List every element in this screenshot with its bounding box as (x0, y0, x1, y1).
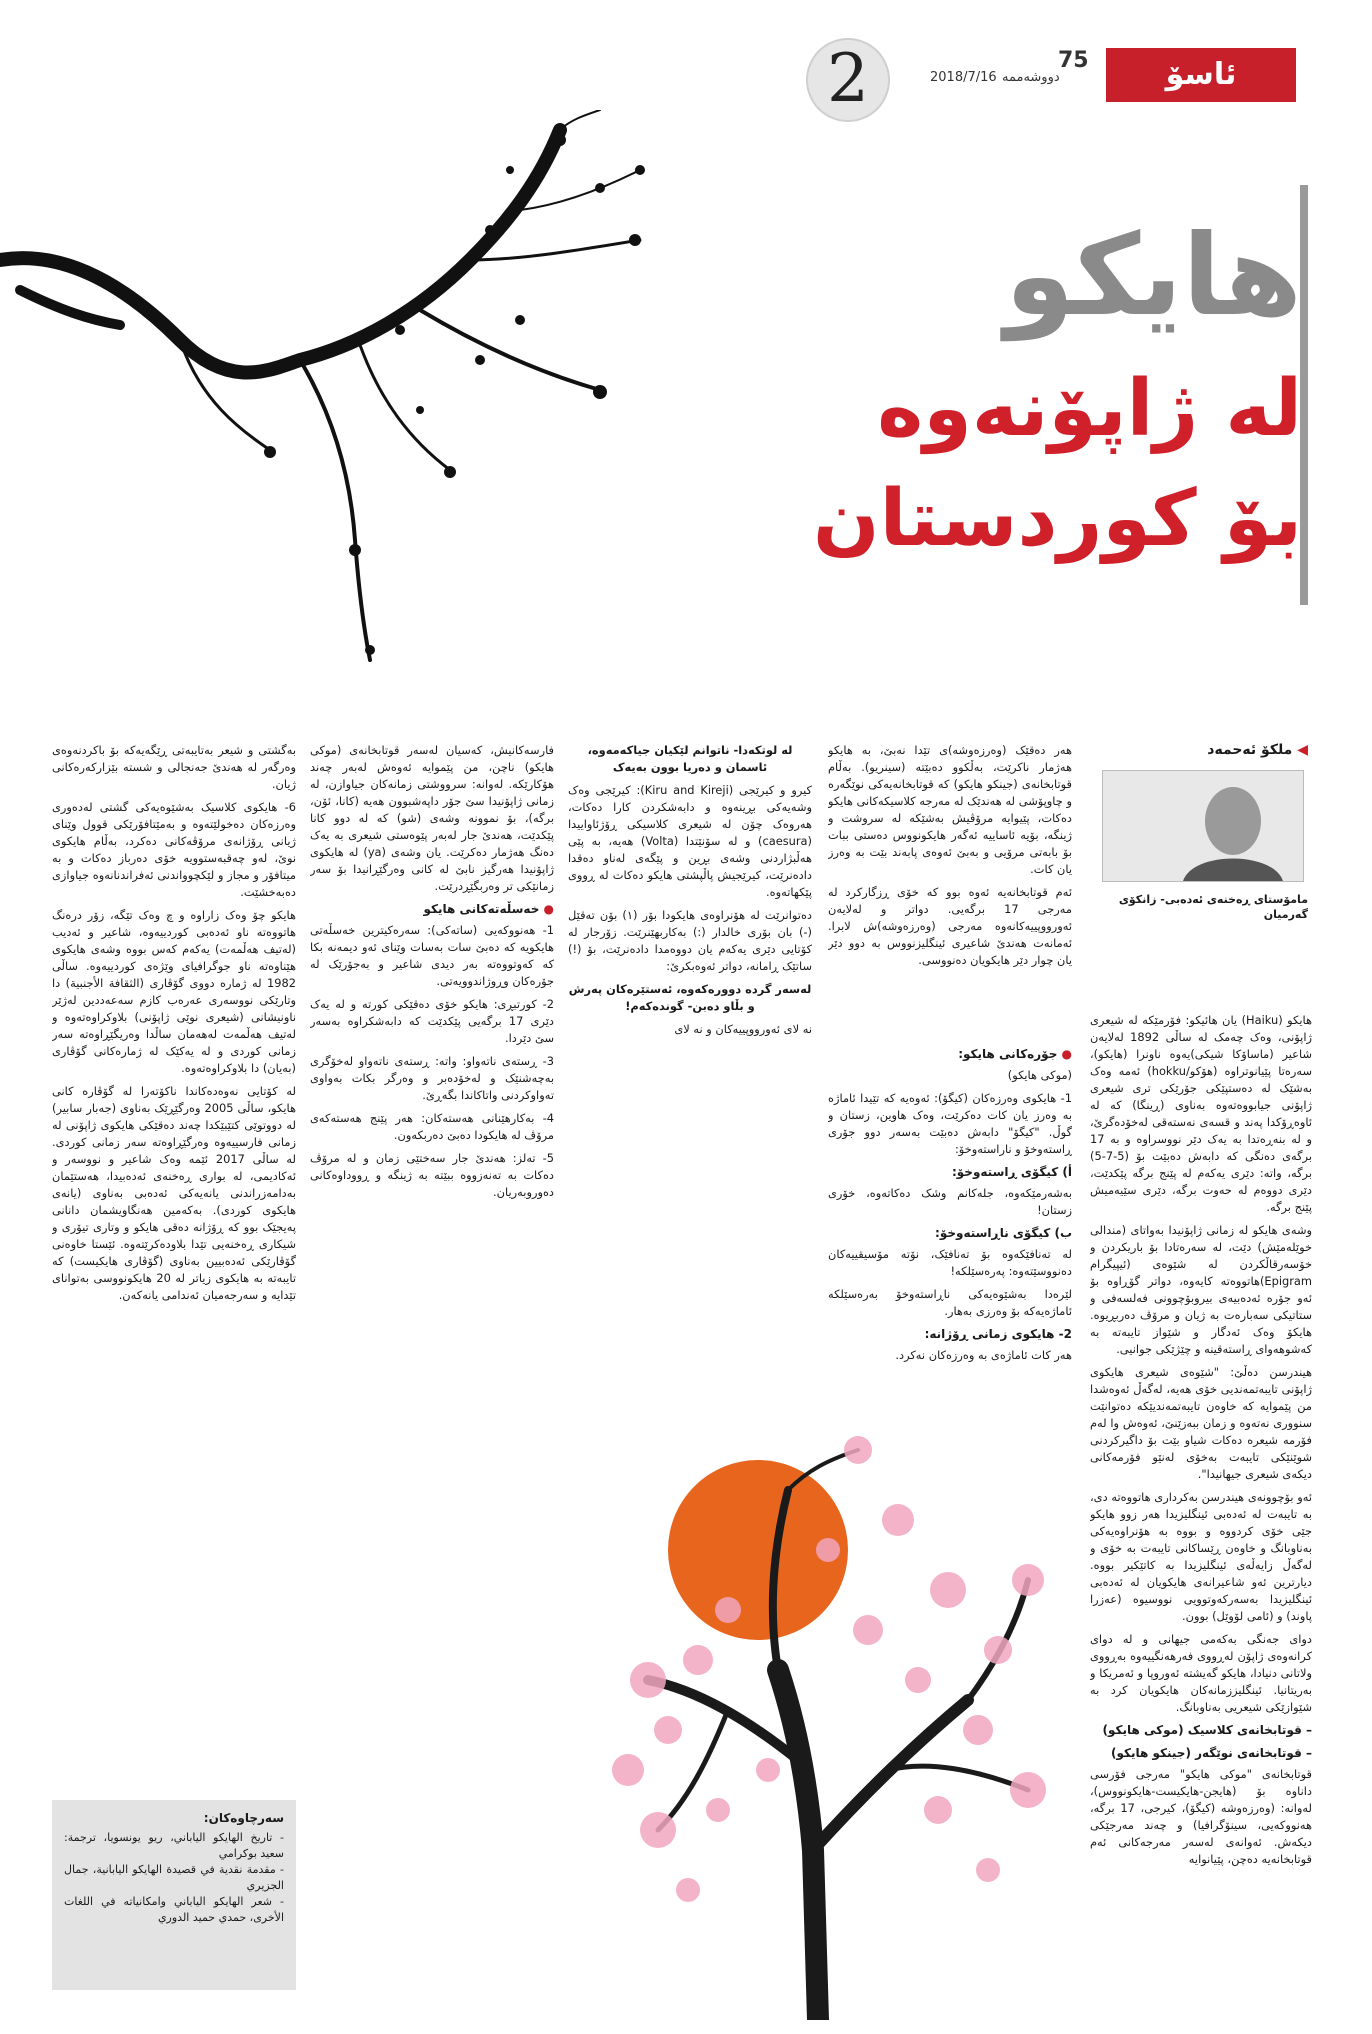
reference-item: - مقدمة نقدیة في قصیدة الهایکو الیابانیة، جمال الجزیري (64, 1863, 284, 1892)
article-column-4 (568, 742, 812, 1422)
references-title: سەرچاوەکان: (203, 1811, 284, 1825)
sub-heading: 2- هایکوی زمانی ڕۆژانە: (924, 1327, 1072, 1341)
sub-heading: أ) کیگۆی ڕاستەوخۆ: (951, 1165, 1072, 1179)
author-role: مامۆستای ڕەخنەی ئەدەبی- زانکۆی گەرمیان (1118, 893, 1308, 922)
article-column-3 (828, 1040, 1072, 1440)
paragraph: 4- بەکارهێنانی هەستەکان: هەر پێنج هەستەکەی مرۆڤ لە هایکودا دەبێ دەربکەون. (310, 1111, 554, 1142)
author-name: ◀ ملکۆ ئەحمەد (1207, 742, 1308, 758)
paragraph: لە تەنافێکەوە بۆ تەنافێک، نۆتە مۆسیقییەکان دەنووسێتەوە: پەرەسێلکە! (828, 1247, 1072, 1278)
author-marker-icon: ◀ (1292, 742, 1308, 758)
paragraph: نە لای ئەورووپییەکان و نە لای (674, 1022, 812, 1036)
paragraph: هایکو چۆ وەک زاراوە و چ وەک تێگە، زۆر درەنگ هاتووەتە ناو ئەدەبی کوردییەوە، شاعیر و ئەدیب (لەتیف هەڵمەت) یەکەم کەس بووە وشەی هایکوی هێناوەتە ناو جوگرافیای وێژەی کوردییەوە. ساڵی 1982 لە ژمارە دووی گۆڤاری (الثقافة الأجنبية) دا وتارێکی نووسەری عەرەب کازم سەعەددین لەژێر ناونیشانی (شیعری نوێی ژاپۆنی) بلاوکراوەتەوە و لەتیف هەڵمەت لەهەمان ساڵدا وەریگێڕاوەتە سەر زمانی کوردی و لە یەکێک لە ژمارەکانی گۆڤاری (بەیان) دا بلاوکراوەتەوە. (52, 908, 296, 1075)
paragraph: وشەی هایکو لە زمانی ژاپۆنیدا بەواتای (مندالی خوێلەمێش) دێت، لە سەرەتادا بۆ باریکردن و خۆسەرقاڵکردن لە شێوەی (ئیپیگرام Epigram)هاتووەتە کایەوە، دواتر گۆڕاوە بۆ ئەو جۆرە ئەدەبیەی بیروبۆچوونی فەلسەفی و ستاتیکی سەبارەت بە ژیان و مرۆڤ دەربڕیوە. هایکۆ وەک ئەدگار و شێواز تایبەتە بە کەشوهەوای ڕاستەقینە و چێژێکی جوانیی. (1090, 1223, 1312, 1356)
paragraph: هەر دەقێک (وەرزەوشە)ی تێدا نەبێ، بە هایکو هەژمار ناکرێت، بەڵکوو دەبێتە (سینریو). بەڵام قوتابخانەی (جینکو هایکو) کە قوتابخانەیەکی نوێگەرە و چاوپۆشی لە هەندێک لە مەرجە کلاسیکەکانی هایکو دەکات، پێیوایە مرۆڤیش بەشێکە لە سروشت و ژینگە، بۆیە ئاساییە ئەگەر هایکونووس دەستی ببات بۆ بابەتی مرۆیی و بەبێ ئەوەی پابەند بێت بە وەرز یان کات. (828, 743, 1072, 876)
paragraph: فارسەکانیش، کەسیان لەسەر قوتابخانەی (موکی هایکو) ناچن، من پێموایە ئەوەش لەبەر چەند هۆکارێکە. لەوانە: سرووشتی زمانەکان جیاوازن، لە زمانی ژاپۆنیدا سێ جۆر داپەشبوون هەیە (کانا، ئۆن، برگە)، بۆ نموونە وشەی (شو) کە لە دوو کانا پێکدێت، هەندێ جار لەبەر پێوەستی شیعری بە یەک دەنگ هەژمار دەکرێت. یان وشەی (ya) لە هایکوی ژاپۆنیدا هەرگیز نابێ لە کانی وەرگێڕانیدا بۆ سەر زمانێکی تر وەربگێڕدرێت. (310, 743, 554, 893)
paragraph: کیرو و کیرێجی (Kiru and Kireji): کیرێجی وەک وشەیەکی بڕینەوە و دابەشکردن کارا دەکات، هەروەک چۆن لە شیعری کلاسیکی ڕۆژئاواییدا (caesura) و لە سۆنێتدا (Volta) هەیە، بە پێی هەڵبژاردنی وشەی بڕین و پێگەی لەناو دەقدا دادەنرێت، کیرێجیش پاڵپشتی هایکو دەکات لە ڕووی پێکهاتەوە. (568, 783, 812, 899)
paragraph: بەگشتی و شیعر بەتایبەتی ڕێگەیەکە بۆ باکردنەوەی وەرگەر لە هەندێ جەنجالی و شستە بێزارکەرەکانی ژیان. (52, 743, 296, 791)
article-column-2 (828, 742, 1072, 1042)
section-marker-icon: ● (539, 902, 554, 916)
page-number-circle: 2 (806, 38, 890, 122)
paragraph: لێرەدا بەشێوەیەکی ناڕاستەوخۆ بەرەسێلکە ئاماژەیەکە بۆ وەرزی بەهار. (828, 1287, 1072, 1318)
paragraph: هەر کات ئاماژەی بە وەرزەکان نەکرد. (895, 1348, 1072, 1362)
section-heading: ● خەسڵەتەکانی هایکو (423, 902, 554, 916)
paragraph: قوتابخانەی "موکی هایکو" مەرجی فۆرسی داناوە بۆ (هایجن-هایکیست-هایکونووس)، لەوانە: (وەرزەوشە (کیگۆ)، کیرجی، 17 برگە، هەنووکەیی، سینۆگرافیا) و چەند مەرجێکی دیکەش. ئەوانەی لەسەر مەرجەکانی ئەم قوتابخانەیە دەچن، پێیانوایە (1090, 1767, 1312, 1866)
paragraph: ئەو بۆچوونەی هیندرسن بەکرداری هاتووەتە دی، بە تایبەت لە ئەدەبی ئینگلیزیدا هەر زوو هایکو جێی خۆی کردووە و بووە بە هۆنراوەیەکی بەناوبانگ و خاوەن ڕێساکانی تایبەت بە خۆی و لەگەڵ زایەڵەی ئینگلیزیدا بە کاتێکیر بووە. دیارترین ئەو شاعیرانەی هایکویان لە ئەدەبی ئینگلیزیدا بەسەرکەوتوویی نووسیوە (عەزرا پاوند) و (ئامی لۆوێل) بوون. (1090, 1490, 1312, 1623)
headline-sub-line1: لە ژاپۆنەوە (877, 364, 1302, 454)
haiku-quote: لەسەر گردە دووره‌کەوە، ئەستێرەکان پەرش و بڵاو دەبن- گوندەکەم! (568, 982, 812, 1013)
article-column-6 (52, 742, 296, 1782)
paragraph: 3- ڕستەی ناتەواو: واتە: ڕستەی ناتەواو لەخۆگری بەچەشنێک و لەخۆدەبر و وەرگر بکات بەواوی تەواوکردنی واتاکاندا بگەڕێ. (310, 1054, 554, 1102)
paragraph: 5- تەلز: هەندێ جار سەختێی زمان و لە مرۆڤ دەکات بە تەنەزووە ببێتە بە ژینگە و ڕووداوەکانی دەوروبەریان. (310, 1151, 554, 1199)
paragraph: 1- هایکوی وەرزەکان (کیگۆ): ئەوەیە کە تێیدا ئاماژە بە وەرز یان کات دەکرێت، وەک هاوین، زستان و گوڵ. "کیگۆ" دابەش دەبێت بەسەر دوو جۆری ڕاستەوخۆ و ناراستەوخۆ: (828, 1091, 1072, 1156)
section-marker-icon: ● (1057, 1047, 1072, 1061)
headline-main: هایکو (1004, 211, 1302, 341)
bullet-heading: – قوتابخانەی نوێگەر (جینکو هایکو) (1111, 1746, 1312, 1760)
paragraph: هایکو (Haiku) یان هائیکو: فۆرمێکە لە شیعری ژاپۆنی، وەک چەمک لە ساڵی 1892 لەلایەن شاعیر (ماساۆکا شیکی)یەوە ناونرا (هایکو)، سەرەتا پێیانوتراوە (هۆکو/hokku) ئەمە وەک بەشێک لە دەستپێکی جۆرێکی تری شیعری ژاپۆنی جیابووەتەوە بەناوی (ڕینگا) کە لە ئاوەڕۆکدا پەند و قسەی نەستەقی لەخۆدەگرێ، و لە بنەڕەتدا بە یەک دێر نووسراوە و بە 17 برگەی دەنگی کە دابەش دەبێت بۆ (5-7-5) برگە، واتە: دێری یەکەم لە پێنج برگە پێکدێت، دێری دووەم لە حەوت برگە، دێری سێیەمیش پێنج برگە. (1090, 1013, 1312, 1214)
section-heading: ● جۆرەکانی هایکو: (958, 1047, 1072, 1061)
paragraph: ئەم قوتابخانەیە ئەوە بوو کە خۆی ڕزگارکرد لە مەرجی 17 برگەیی. دواتر و لەلایەن ئەورووپییەکانەوە مەرجی (وەرزەوشە)ش لابرا. ئەمانەت هەندێ شاعیری ئینگلیزنووس بە دوو دێر یان چوار دێر هایکویان دەنووسی. (828, 885, 1072, 967)
paragraph: لە کۆتایی نەوەدەکاندا ناکۆتەرا لە گۆڤارە کانی هایکو، ساڵی 2005 وەرگێڕێک بەناوی (جەبار سابیر) لە دووتوێی کتێبێکدا چەند دەقێکی هایکوی ژاپۆنی لە زمانی فارسییەوە وەرگێڕاوەتە سەر زمانی کوردی. لە ساڵی 2017 ئێمە وەک شاعیر و نووسەر و ئەکادیمی، لە بواری ڕەخنەی ئەدەبیدا، هەستێمان بەدامەزراندنی یانەیەکی ئەدەبی بەناوی (یانەی هایکوی کوردی). بەکەمین هەنگاویشمان دانانی پەیجێک بوو کە ڕۆژانە دەقی هایکو و وتاری تیۆری و شیکاری ڕەخنەیی تێدا بلاودەکرێتەوە. ئێستا خاوەنی گۆڤارێکی ئەدەبیین بەناوی (گۆڤاری هایکیست) کە تایبەتە بە هایکوی زیاتر لە 20 هایکونووسی بەتوانای تێدایە و سەرجەمیان ئەندامی یانەکەن. (52, 1084, 296, 1302)
paragraph: بەشەرمێکەوە، جلەکانم وشک دەکاتەوە، خۆری زستان! (828, 1186, 1072, 1217)
cherry-tree-illustration (568, 1430, 1068, 2020)
paragraph: 6- هایکوی کلاسیک بەشێوەیەکی گشتی لەدەوری وەرزەکان دەخولێتەوە و بەمێتافۆرێکی قوول وێنای ژیانی ڕۆژانەی مرۆڤەکانی دەکرد، بەڵام هایکوی نوێ، لەو چەقبەستوویە خۆی دەرباز دەکات و بە میتافۆر و مجاز و لێکچوواندنی ئەفراندنانەوە جیاوازی دەبەخشێت. (52, 800, 296, 899)
masthead-logo: ئاسۆ (1106, 48, 1296, 102)
paragraph: هیندرسن دەڵێ: "شێوەی شیعری هایکوی ژاپۆنی تایبەتمەندیی خۆی هەیە، لەگەڵ ئەوەشدا من پێموایە کە خاوەن تایبەتمەندیێکە دەتوانێت سنووری نەتەوە و زمان ببەزێنێ، ئەوەش وا لەم فۆرمە شیعرە دەکات شیاو بێت بۆ داگیرکردنی شوێنێکی تایبەت بەخۆی لەنێو فۆرمەکانی دیکەی شیعری جیهانیدا". (1090, 1365, 1312, 1481)
reference-item: - تاریخ الهایکو الیاباني، ریو یونسویا، ترجمة: سعید بوکرامي (64, 1831, 284, 1860)
haiku-quote: لە لوتکەدا- ناتوانم لێکیان جیاکەمەوە، ئاسمان و دەریا بوون بەیەک (587, 743, 793, 774)
author-photo (1102, 770, 1304, 882)
issue-day: دووشەممە (1002, 70, 1060, 85)
page-number-small: 75 (1058, 48, 1089, 73)
paragraph: 1- هەنووکەیی (ساتەکی): سەرەکیترین خەسڵەتی هایکویە کە دەبێ سات بەسات وێنای ئەو دیمەنە بکا کە کەوتووەتە بەر دیدی شاعیر و بەجۆرێک لە جۆرەکان وڕوژاندوویەتی. (310, 923, 554, 988)
paragraph: 2- کورتبڕی: هایکو خۆی دەقێکی کورتە و لە یەک دێری 17 برگەیی پێکدێت کە دابەشکراوە بەسەر سێ دێردا. (310, 997, 554, 1045)
headline-sub-line2: بۆ کوردستان (813, 474, 1302, 564)
references-box (52, 1800, 296, 1990)
paragraph: دوای جەنگی بەکەمی جیهانی و لە دوای کرانەوەی ژاپۆن لەڕووی فەرهەنگییەوە بەڕووی ولاتانی دنیادا، هایکو گەیشتە ئەوروپا و ئەمریکا و بەریتانیا. ئینگلیززمانەکان هایکویان کرد بە شێوازێکی شیعریی بەناوبانگ. (1090, 1632, 1312, 1714)
paragraph: (موکی هایکو) (1007, 1068, 1072, 1082)
paragraph: دەتوانرێت لە هۆنراوەی هایکودا بۆر (۱) بۆن تەقێل (-) بان بۆری خالدار (:) بەکاربهێنرێت. زۆرجار لە کۆتایی دێری یەکەم یان دووەمدا دادەنرێت، بۆ (!) ساتێک ڕامانە، دواتر ئەوەبکرێ: (568, 908, 812, 973)
bullet-heading: – قوتابخانەی کلاسیک (موکی هایکو) (1102, 1723, 1312, 1737)
cherry-branch-illustration (0, 110, 690, 670)
reference-item: - شعر الهایکو الیاباني وامکانیاته في اللغات الأخری، حمدي حمید الدوري (64, 1895, 284, 1924)
article-column-1 (1090, 1012, 1312, 2012)
sub-heading: ب) کیگۆی ناڕاستەوخۆ: (935, 1226, 1072, 1240)
issue-date: 2018/7/16 (930, 70, 997, 85)
article-column-5 (310, 742, 554, 2012)
